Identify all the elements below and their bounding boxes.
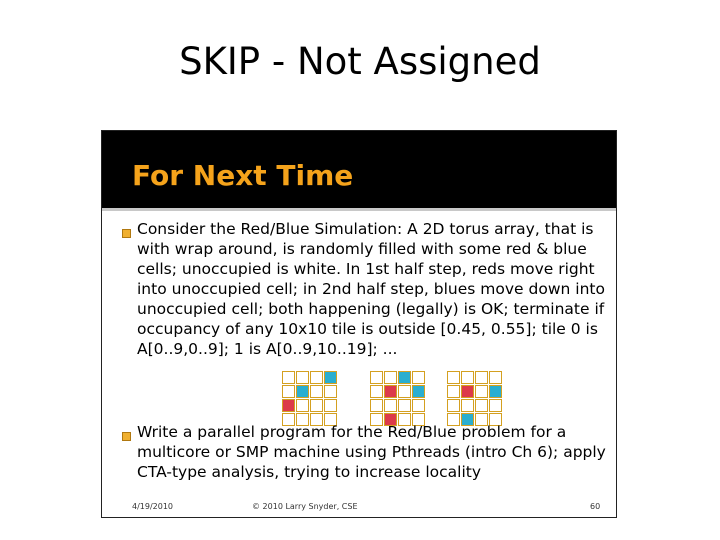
grid-example-2 (370, 371, 424, 425)
empty-cell (310, 385, 323, 398)
footer-copyright: © 2010 Larry Snyder, CSE (252, 502, 358, 511)
empty-cell (324, 399, 337, 412)
blue-cell (324, 371, 337, 384)
empty-cell (447, 399, 460, 412)
empty-cell (370, 399, 383, 412)
empty-cell (310, 399, 323, 412)
empty-cell (282, 385, 295, 398)
empty-cell (310, 371, 323, 384)
empty-cell (370, 385, 383, 398)
bullet-marker (122, 229, 131, 238)
empty-cell (475, 371, 488, 384)
blue-cell (412, 385, 425, 398)
empty-cell (324, 385, 337, 398)
red-blue-grids (102, 371, 616, 421)
empty-cell (398, 399, 411, 412)
bullet-1: Consider the Red/Blue Simulation: A 2D torus array, that is with wrap around, is randomly filled with some red & blue cells; unoccupied is white. In 1st half step, reds move right into unoccupied cell; in 2nd half step, blues move down into unoccupied cell; both happening (legally) is OK; terminate if occupancy of any 10x10 tile is outside [0.45, 0.55]; tile 0 is A[0..9,0..9]; 1 is A[0..9,10..19]; ... (137, 220, 605, 358)
empty-cell (489, 371, 502, 384)
footer-date: 4/19/2010 (132, 502, 174, 511)
slide-title: For Next Time (132, 159, 354, 192)
empty-cell (412, 399, 425, 412)
slide-header (102, 131, 616, 211)
bullet-2: Write a parallel program for the Red/Blue problem for a multicore or SMP machine using Pthreads (intro Ch 6); apply CTA-type analysis, trying to increase locality (137, 423, 606, 481)
empty-cell (461, 399, 474, 412)
empty-cell (370, 371, 383, 384)
empty-cell (384, 399, 397, 412)
empty-cell (296, 399, 309, 412)
empty-cell (447, 385, 460, 398)
empty-cell (447, 371, 460, 384)
blue-cell (489, 385, 502, 398)
empty-cell (412, 371, 425, 384)
empty-cell (282, 371, 295, 384)
empty-cell (398, 385, 411, 398)
empty-cell (384, 371, 397, 384)
empty-cell (489, 399, 502, 412)
blue-cell (398, 371, 411, 384)
grid-example-3 (447, 371, 501, 425)
empty-cell (461, 371, 474, 384)
blue-cell (296, 385, 309, 398)
red-cell (384, 385, 397, 398)
empty-cell (296, 371, 309, 384)
slide-image (101, 130, 617, 518)
red-cell (282, 399, 295, 412)
empty-cell (475, 385, 488, 398)
bullet-marker (122, 432, 131, 441)
page-title: SKIP - Not Assigned (179, 40, 541, 83)
red-cell (461, 385, 474, 398)
footer-page-number: 60 (590, 502, 601, 511)
grid-example-1 (282, 371, 336, 425)
empty-cell (475, 399, 488, 412)
